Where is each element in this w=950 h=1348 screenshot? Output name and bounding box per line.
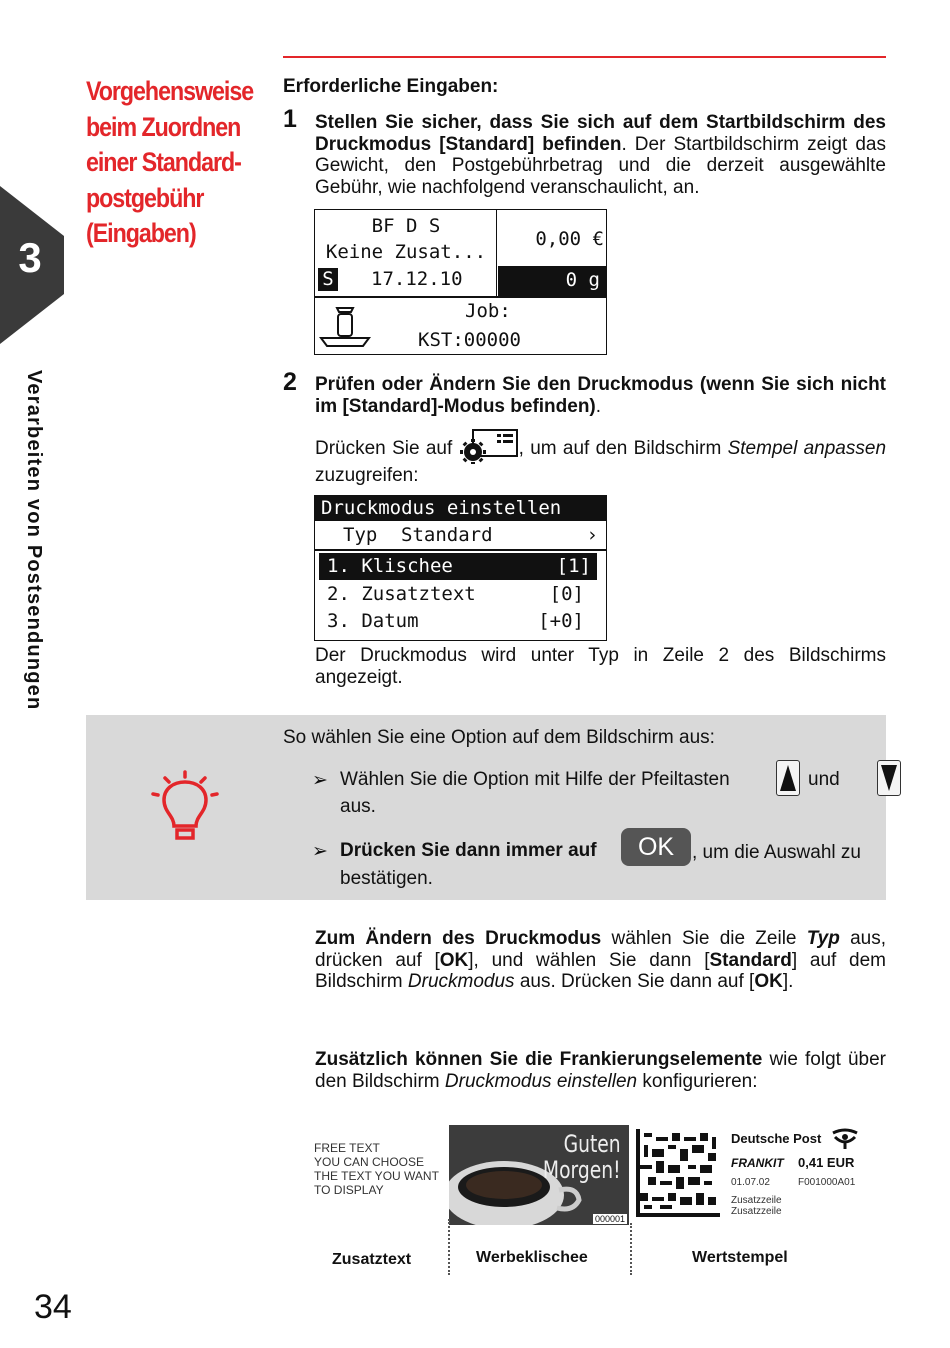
step-number-2: 2 [283, 368, 297, 396]
tip-and: und [808, 769, 840, 790]
amount-display: 0,00 € [535, 228, 604, 250]
menu-row-datum[interactable]: 3. Datum [+0] [327, 610, 584, 632]
datamatrix-code [636, 1129, 720, 1217]
fee-line: BF D S [371, 215, 441, 237]
postage-value: 0,41 EUR [798, 1155, 855, 1170]
post-brand: Deutsche Post [731, 1131, 822, 1146]
header-rule [283, 56, 886, 58]
section-heading: Vorgehensweise beim Zuordnen einer Standard- postgebühr (Eingaben) [86, 76, 254, 248]
posthorn-icon [830, 1127, 860, 1151]
label-werbeklischee: Werbeklischee [476, 1249, 588, 1266]
step2-text: Prüfen oder Ändern Sie den Druckmodus (wenn Sie sich nicht im [Standard]-Modus befinden). [315, 374, 886, 417]
screen-header: Druckmodus einstellen [315, 496, 606, 521]
franking-date: 01.07.02 [731, 1177, 770, 1188]
weight-display: 0 g [565, 269, 600, 291]
extra-text-line: Keine Zusat... [325, 241, 487, 263]
tip-bullet-2: ➢ [312, 841, 328, 862]
type-row[interactable]: Typ Standard › [343, 524, 598, 546]
franking-illustration [310, 1123, 870, 1283]
tip-item-1: Wählen Sie die Option mit Hilfe der Pfeiltasten [340, 769, 730, 790]
chapter-number: 3 [18, 234, 42, 281]
step1-text: Stellen Sie sicher, dass Sie sich auf dem Startbildschirm des Druckmodus [Standard] befinden. Der Startbildschirm zeigt das Gewicht, den Postgebührbetrag und die derzeit ausgewählte Gebühr, wie nachfolgend veranschaulicht, an. [315, 112, 887, 198]
change-mode-text: Zum Ändern des Druckmodus wählen Sie die Zeile Typ aus, drücken auf [OK], und wählen Sie dann [Standard] auf dem Bildschirm Druckmodus aus. Drücken Sie dann auf [OK]. [315, 928, 887, 992]
menu-row-klischee[interactable]: 1. Klischee [1] [319, 553, 597, 580]
frankit-label: FRANKIT [731, 1156, 784, 1170]
stamp-settings-icon[interactable] [459, 428, 519, 464]
extra-lines: Zusatzzeile Zusatzzeile [731, 1195, 782, 1217]
lightbulb-icon [150, 770, 220, 844]
tip-item-1-suffix: aus. [340, 796, 376, 817]
label-zusatztext: Zusatztext [332, 1251, 412, 1268]
configure-text: Zusätzlich können Sie die Frankierungselemente wie folgt über den Bildschirm Druckmodus einstellen konfigurieren: [315, 1049, 886, 1092]
tip-bullet-1: ➢ [312, 770, 328, 791]
standard-flag: S [318, 268, 338, 291]
scale-icon [319, 302, 371, 350]
label-wertstempel: Wertstempel [692, 1249, 788, 1266]
chapter-title-vertical: Verarbeiten von Postsendungen [23, 370, 45, 711]
step-number-1: 1 [283, 105, 297, 133]
slogan-line-1: Guten [563, 1130, 621, 1158]
slogan-image [449, 1125, 629, 1225]
date-display: 17.12.10 [371, 268, 463, 290]
menu-row-zusatztext[interactable]: 2. Zusatztext [0] [327, 583, 584, 605]
page-number: 34 [34, 1288, 72, 1326]
job-label: Job: [465, 300, 511, 322]
mode-note: Der Druckmodus wird unter Typ in Zeile 2 des Bildschirms angezeigt. [315, 645, 886, 688]
machine-id: F001000A01 [798, 1177, 856, 1188]
slogan-line-2: Morgen! [543, 1156, 621, 1184]
ok-key[interactable]: OK [621, 828, 691, 866]
tip-item-2-suffix: , um die Auswahl zu bestätigen. [340, 842, 861, 889]
required-inputs-heading: Erforderliche Eingaben: [283, 76, 499, 97]
step2-press-text: Drücken Sie auf , um auf den Bildschirm Stempel anpassen zuzugreifen: [315, 428, 886, 488]
print-mode-screen [314, 495, 607, 641]
arrow-up-key[interactable] [776, 760, 800, 796]
tip-item-2: Drücken Sie dann immer auf [340, 840, 597, 861]
arrow-down-key[interactable] [877, 760, 901, 796]
free-text-block: FREE TEXT YOU CAN CHOOSE THE TEXT YOU WANT TO DISPLAY [314, 1141, 439, 1197]
slogan-code: 000001 [594, 1214, 625, 1224]
start-screen [314, 209, 607, 355]
job-value: KST:00000 [418, 329, 521, 351]
tip-title: So wählen Sie eine Option auf dem Bildschirm aus: [283, 727, 715, 748]
